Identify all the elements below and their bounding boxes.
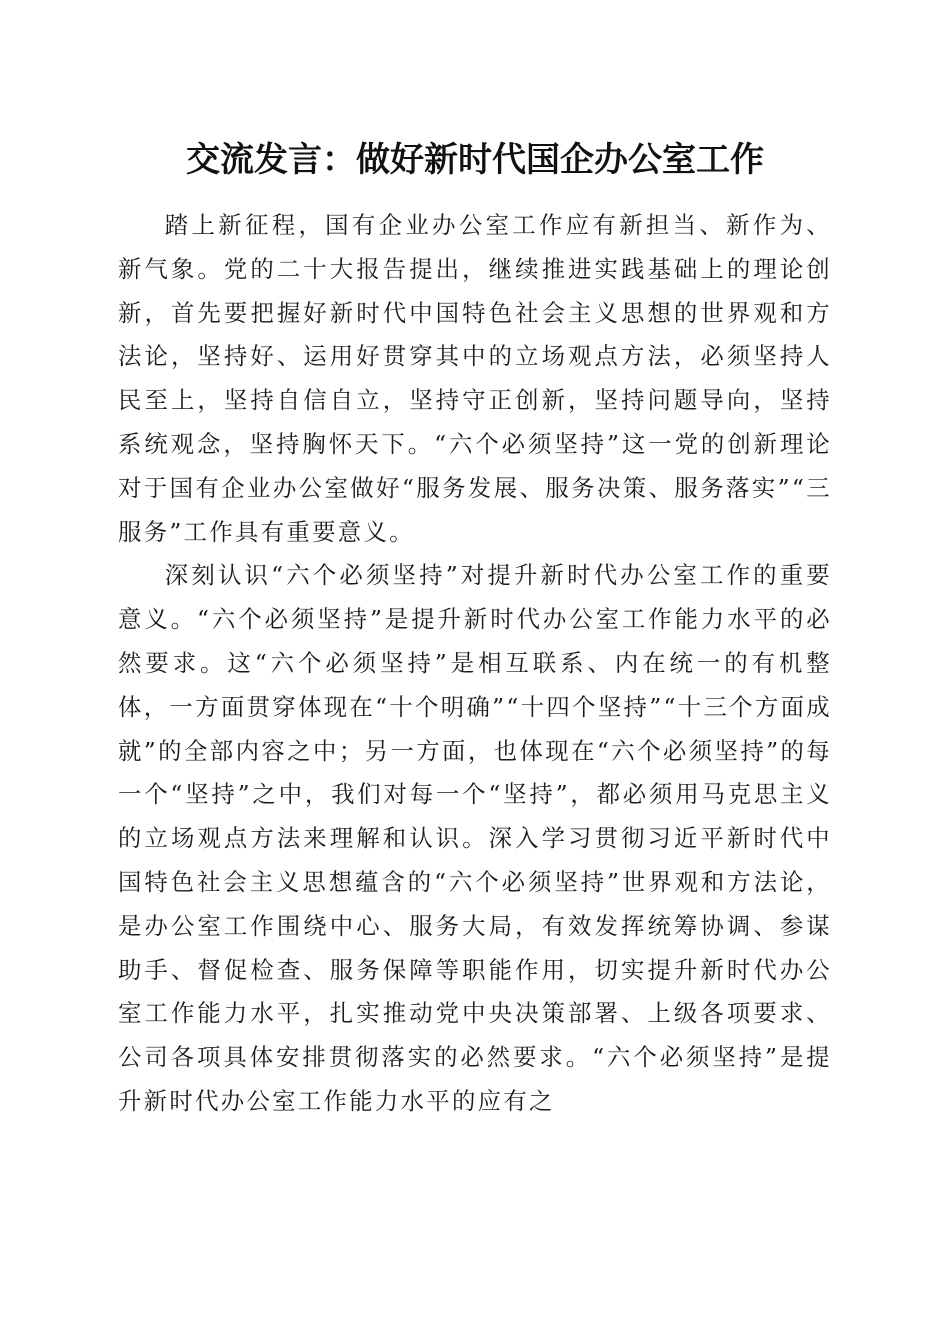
paragraph-2: 深刻认识“六个必须坚持”对提升新时代办公室工作的重要意义。“六个必须坚持”是提升新时代办公室工作能力水平的必然要求。这“六个必须坚持”是相互联系、内在统一的有机整体，一方面贯穿体现在“十个明确”“十四个坚持”“十三个方面成就”的全部内容之中；另一方面，也体现在“六个必须坚持”的每一个“坚持”之中，我们对每一个“坚持”，都必须用马克思主义的立场观点方法来理解和认识。深入学习贯彻习近平新时代中国特色社会主义思想蕴含的“六个必须坚持”世界观和方法论，是办公室工作围绕中心、服务大局，有效发挥统筹协调、参谋助手、督促检查、服务保障等职能作用，切实提升新时代办公室工作能力水平，扎实推动党中央决策部署、上级各项要求、公司各项具体安排贯彻落实的必然要求。“六个必须坚持”是提升新时代办公室工作能力水平的应有之 — [118, 561, 832, 1115]
document-title: 交流发言：做好新时代国企办公室工作 — [186, 140, 764, 180]
document-body — [118, 204, 832, 1124]
paragraph-1: 踏上新征程，国有企业办公室工作应有新担当、新作为、新气象。党的二十大报告提出，继续推进实践基础上的理论创新，首先要把握好新时代中国特色社会主义思想的世界观和方法论，坚持好、运用好贯穿其中的立场观点方法，必须坚持人民至上，坚持自信自立，坚持守正创新，坚持问题导向，坚持系统观念，坚持胸怀天下。“六个必须坚持”这一党的创新理论对于国有企业办公室做好“服务发展、服务决策、服务落实”“三服务”工作具有重要意义。 — [118, 211, 832, 546]
